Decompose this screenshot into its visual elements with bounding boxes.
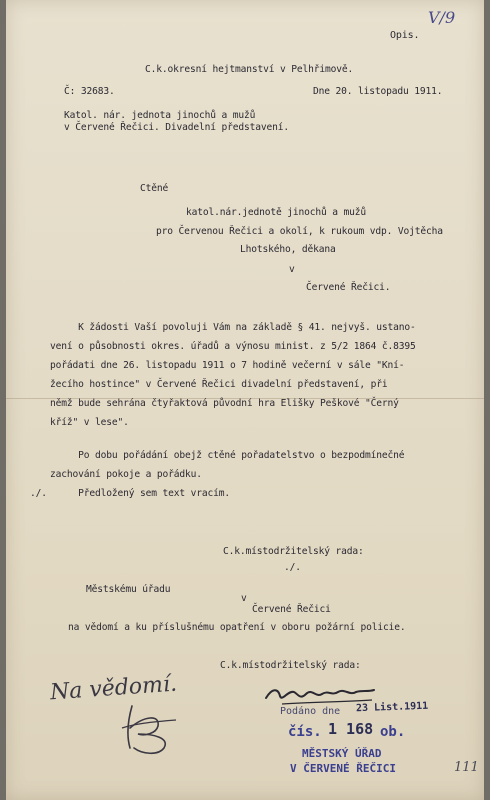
addressee-line-2: pro Červenou Řečici a okolí, k rukoum vdp. Vojtěcha [156,226,443,237]
handwritten-note: Na vědomí. [49,671,178,706]
council-title: C.k.místodržitelský rada: [223,546,364,557]
body-line: zachování pokoje a pořádku. [50,469,202,480]
body-line: žecího hostince" v Červené Řečici divadelní představení, při [50,379,388,390]
body-line: K žádosti Vaší povoluji Vám na základě § 41. nejvyš. ustano- [50,322,416,333]
subject-line-2: v Červené Řečici. Divadelní představení. [64,122,290,133]
stamp-filed-date: 23 List.1911 [355,700,429,715]
enclosure-mark: ./. [30,488,47,499]
greeting: Ctěné [140,183,169,194]
stamp-number: 1 168 [328,720,374,738]
forward-line-3: Červené Řečici [252,604,331,615]
stamp-number-label: čís. [288,724,322,740]
forward-line-4: na vědomí a ku příslušnému opatření v oboru požární policie. [68,622,406,633]
subject-line-1: Katol. nár. jednota jinochů a mužů [64,110,256,121]
council-mark: ./. [284,562,301,573]
copy-mark: Opis. [390,30,420,41]
document-date: Dne 20. listopadu 1911. [313,86,443,97]
initials-signature [114,698,204,758]
stamp-number-suffix: ob. [380,724,406,740]
body-line: pořádati dne 26. listopadu 1911 o 7 hodině večerní v sále "Kní- [50,360,405,371]
addressee-line-3: Lhotského, děkana [240,244,336,255]
addressee-line-4: v [289,264,295,275]
reference-number: Č: 32683. [64,86,115,97]
page-number: 111 [454,760,479,775]
archive-mark: V/9 [428,8,456,27]
sender-title: C.k.okresní hejtmanství v Pelhřimově. [145,64,354,75]
council-title-2: C.k.místodržitelský rada: [220,660,361,671]
body-line: němž bude sehrána čtyřaktová původní hra Elišky Peškové "Černý [50,398,399,409]
addressee-line-5: Červené Řečici. [306,282,391,293]
body-line: vení o působnosti okres. úřadů a výnosu minist. z 5/2 1864 č.8395 [50,341,416,352]
stamp-office-line-1: MĚSTSKÝ ÚŘAD [302,747,382,760]
body-line: Předložený sem text vracím. [50,488,231,499]
body-line: Po dobu pořádání obejž ctěné pořadatelstvo o bezpodmínečné [50,450,405,461]
forward-line-1: Městskému úřadu [86,584,171,595]
document-page [6,0,484,800]
forward-line-2: v [241,593,247,604]
addressee-line-1: katol.nár.jednotě jinochů a mužů [186,207,367,218]
stamp-office-line-2: V ČERVENÉ ŘEČICI [290,762,396,775]
body-line: kříž" v lese". [50,417,129,428]
stamp-filed-label: Podáno dne [280,706,341,717]
